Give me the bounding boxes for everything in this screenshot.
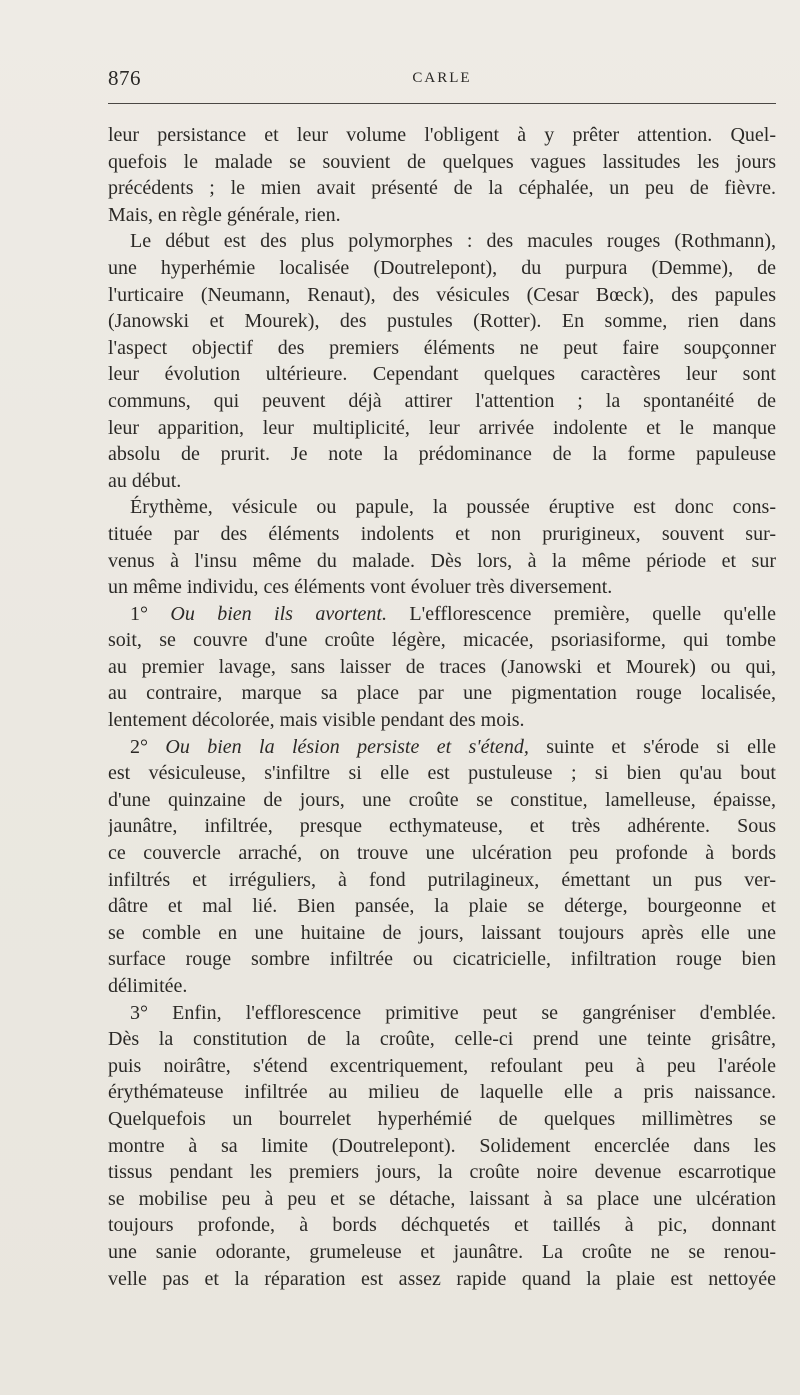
text-line: surface rouge sombre infiltrée ou cicatricielle, infiltration rouge bien xyxy=(108,948,776,971)
text-line: se mobilise peu à peu et se détache, laissant à sa place une ulcération xyxy=(108,1187,776,1210)
text-line: (Janowski et Mourek), des pustules (Rotter). En somme, rien dans xyxy=(108,310,776,333)
text-line: au début. xyxy=(108,469,182,492)
text-line: venus à l'insu même du malade. Dès lors, à la même période et sur xyxy=(108,549,776,572)
item-2-heading: Ou bien la lésion persiste et s'étend, xyxy=(165,735,529,758)
text-line-item-1 xyxy=(108,601,776,628)
item-1-text: L'efflorescence première, quelle qu'elle xyxy=(409,602,776,625)
text-line: absolu de prurit. Je note la prédominance de la forme papuleuse xyxy=(108,443,776,466)
item-1-heading: Ou bien ils avortent. xyxy=(170,602,387,625)
page-header xyxy=(108,66,776,96)
text-line: communs, qui peuvent déjà attirer l'attention ; la spontanéité de xyxy=(108,389,776,412)
text-line: leur apparition, leur multiplicité, leur arrivée indolente et le manque xyxy=(108,416,776,439)
text-line: infiltrés et irréguliers, à fond putrilagineux, émettant un pus ver- xyxy=(108,868,776,891)
text-line: est vésiculeuse, s'infiltre si elle est pustuleuse ; si bien qu'au bout xyxy=(108,762,776,785)
text-line: toujours profonde, à bords déchquetés et taillés à pic, donnant xyxy=(108,1214,776,1237)
text-line: l'aspect objectif des premiers éléments ne peut faire soupçonner xyxy=(108,336,776,359)
text-line: ce couvercle arraché, on trouve une ulcération peu profonde à bords xyxy=(108,842,776,865)
page-number: 876 xyxy=(108,66,141,90)
text-line: Quelquefois un bourrelet hyperhémié de quelques millimètres se xyxy=(108,1107,776,1130)
text-line: délimitée. xyxy=(108,975,188,997)
header-rule xyxy=(108,103,776,104)
text-line: tissus pendant les premiers jours, la croûte noire devenue escarrotique xyxy=(108,1161,776,1184)
text-line-item-2 xyxy=(108,734,776,761)
text-line: Mais, en règle générale, rien. xyxy=(108,203,341,226)
text-line: une hyperhémie localisée (Doutrelepont), du purpura (Demme), de xyxy=(108,256,776,279)
text-line: soit, se couvre d'une croûte légère, micacée, psoriasiforme, qui tombe xyxy=(108,629,776,652)
text-line: dâtre et mal lié. Bien pansée, la plaie se déterge, bourgeonne et xyxy=(108,895,776,918)
text-line: se comble en une huitaine de jours, laissant toujours après elle une xyxy=(108,921,776,944)
text-line: 3° Enfin, l'efflorescence primitive peut se gangréniser d'emblée. xyxy=(130,1001,776,1024)
text-line: leur évolution ultérieure. Cependant quelques caractères leur sont xyxy=(108,363,776,386)
running-head: CARLE xyxy=(412,70,472,86)
text-line: jaunâtre, infiltrée, presque ecthymateuse, et très adhérente. Sous xyxy=(108,815,776,838)
text-line: au contraire, marque sa place par une pigmentation rouge localisée, xyxy=(108,682,776,705)
item-1-number: 1° xyxy=(130,602,148,625)
text-line: tituée par des éléments indolents et non prurigineux, souvent sur- xyxy=(108,522,776,545)
text-line: montre à sa limite (Doutrelepont). Solidement encerclée dans les xyxy=(108,1134,776,1157)
text-line: un même individu, ces éléments vont évoluer très diversement. xyxy=(108,576,613,599)
text-line: Dès la constitution de la croûte, celle-ci prend une teinte grisâtre, xyxy=(108,1028,776,1051)
text-line: quefois le malade se souvient de quelques vagues lassitudes les jours xyxy=(108,150,776,173)
text-line: Le début est des plus polymorphes : des macules rouges (Rothmann), xyxy=(130,230,776,253)
item-2-number: 2° xyxy=(130,735,148,758)
text-line: velle pas et la réparation est assez rapide quand la plaie est nettoyée xyxy=(108,1267,776,1290)
text-line: lentement décolorée, mais visible pendant des mois. xyxy=(108,709,525,732)
text-line: puis noirâtre, s'étend excentriquement, refoulant peu à peu l'aréole xyxy=(108,1054,776,1077)
item-2-text: suinte et s'érode si elle xyxy=(546,735,776,758)
text-line: érythémateuse infiltrée au milieu de laquelle elle a pris naissance. xyxy=(108,1081,776,1104)
text-line: au premier lavage, sans laisser de traces (Janowski et Mourek) ou qui, xyxy=(108,655,776,678)
text-line: Érythème, vésicule ou papule, la poussée éruptive est donc cons- xyxy=(130,496,776,519)
text-line: une sanie odorante, grumeleuse et jaunâtre. La croûte ne se renou- xyxy=(108,1240,776,1263)
text-line: d'une quinzaine de jours, une croûte se constitue, lamelleuse, épaisse, xyxy=(108,788,776,811)
text-line: précédents ; le mien avait présenté de la céphalée, un peu de fièvre. xyxy=(108,177,776,200)
text-line: leur persistance et leur volume l'obligent à y prêter attention. Quel- xyxy=(108,124,776,146)
body-text xyxy=(108,122,776,1292)
text-line: l'urticaire (Neumann, Renaut), des vésicules (Cesar Bœck), des papules xyxy=(108,283,776,306)
